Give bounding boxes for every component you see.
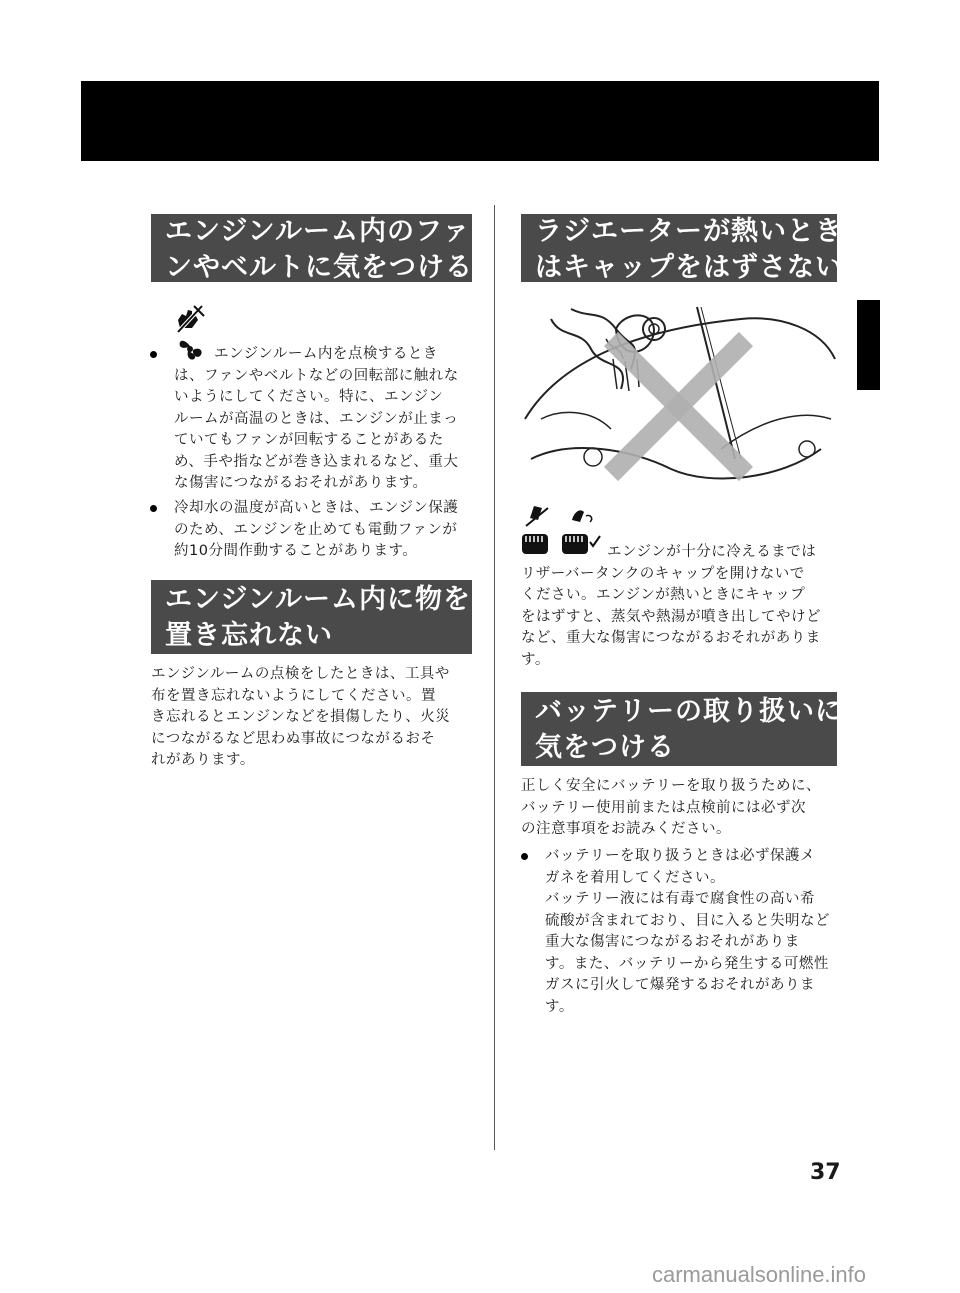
heading-battery xyxy=(521,692,843,766)
heading-forget-items xyxy=(151,580,472,654)
text-line: 布を置き忘れないようにしてください。置 xyxy=(151,687,436,704)
bullet-dot xyxy=(150,505,157,512)
text-line: バッテリーを取り扱うときは必ず保護メ xyxy=(545,848,815,864)
heading-radiator xyxy=(521,214,843,283)
column-divider xyxy=(494,205,495,1150)
text-line: いようにしてください。特に、エンジン xyxy=(174,389,444,405)
text-line: など、重大な傷害につながるおそれがありま xyxy=(521,630,821,646)
text-line: の注意事項をお読みください。 xyxy=(521,821,731,837)
text-line: 硫酸が含まれており、目に入ると失明など xyxy=(545,912,830,929)
list-item xyxy=(150,498,480,566)
text-line: ガスに引火して爆発するおそれがありま xyxy=(545,977,815,993)
text-line: のため、エンジンを止めても電動ファンが xyxy=(174,521,458,538)
text-line: 約10分間作動することがあります。 xyxy=(174,543,418,559)
heading-line: 置き忘れない xyxy=(165,620,333,651)
bullet-dot xyxy=(150,351,157,358)
text-line: 重大な傷害につながるおそれがありま xyxy=(545,934,800,950)
text-line: バッテリー液には有毒で腐食性の高い希 xyxy=(545,891,815,907)
bullet-dot xyxy=(521,853,528,860)
text-line: 冷却水の温度が高いときは、エンジン保護 xyxy=(174,500,459,516)
text-line: な傷害につながるおそれがあります。 xyxy=(174,475,428,491)
heading-line: ンやベルトに気をつける xyxy=(165,252,473,283)
text-line: エンジンルームの点検をしたときは、工具や xyxy=(151,666,450,682)
radiator-cap-warning-illustration xyxy=(521,299,837,489)
text-line: をはずすと、蒸気や熱湯が噴き出してやけど xyxy=(521,608,821,625)
text-line: ください。エンジンが熱いときにキャップ xyxy=(521,587,806,603)
text-line: は、ファンやベルトなどの回転部に触れな xyxy=(174,367,459,384)
heading-line: エンジンルーム内のファ xyxy=(165,216,471,247)
no-hand-icon xyxy=(172,302,206,334)
list-item xyxy=(150,344,480,499)
text-line: エンジンルーム内を点検するとき xyxy=(214,346,438,362)
text-line: ガネを着用してください。 xyxy=(545,869,725,886)
watermark: carmanualsonline.info xyxy=(652,1262,867,1287)
text-line: す。 xyxy=(521,651,550,668)
paragraph xyxy=(521,776,851,841)
text-line: す。 xyxy=(545,998,574,1015)
heading-line: エンジンルーム内に物を xyxy=(165,584,471,615)
heading-fan-belt xyxy=(151,214,472,282)
heading-line: ラジエーターが熱いとき xyxy=(535,216,843,247)
text-line: バッテリー使用前または点検前には必ず次 xyxy=(521,799,806,816)
text-line: め、手や指などが巻き込まれるなど、重大 xyxy=(174,453,459,470)
text-line: ルームが高温のときは、エンジンが止まっ xyxy=(174,410,459,427)
paragraph xyxy=(151,664,481,772)
heading-line: バッテリーの取り扱いに xyxy=(535,696,843,727)
header-bar xyxy=(81,81,879,161)
text-line: き忘れるとエンジンなどを損傷したり、火災 xyxy=(151,709,451,725)
paragraph xyxy=(521,542,851,671)
heading-line: はキャップをはずさない xyxy=(535,252,843,283)
text-line: につながるなど思わぬ事故につながるおそ xyxy=(151,730,436,747)
list-item xyxy=(521,846,851,1026)
section-tab xyxy=(857,300,880,390)
text-line: 正しく安全にバッテリーを取り扱うために、 xyxy=(521,778,821,794)
heading-line: 気をつける xyxy=(535,732,675,763)
text-line: リザーバータンクのキャップを開けないで xyxy=(521,565,805,582)
page-number: 37 xyxy=(810,1160,841,1185)
text-line: す。また、バッテリーから発生する可燃性 xyxy=(545,955,829,972)
text-line: れがあります。 xyxy=(151,752,255,768)
text-line: エンジンが十分に冷えるまでは xyxy=(607,544,817,560)
text-line: ていてもファンが回転することがあるた xyxy=(174,432,444,448)
